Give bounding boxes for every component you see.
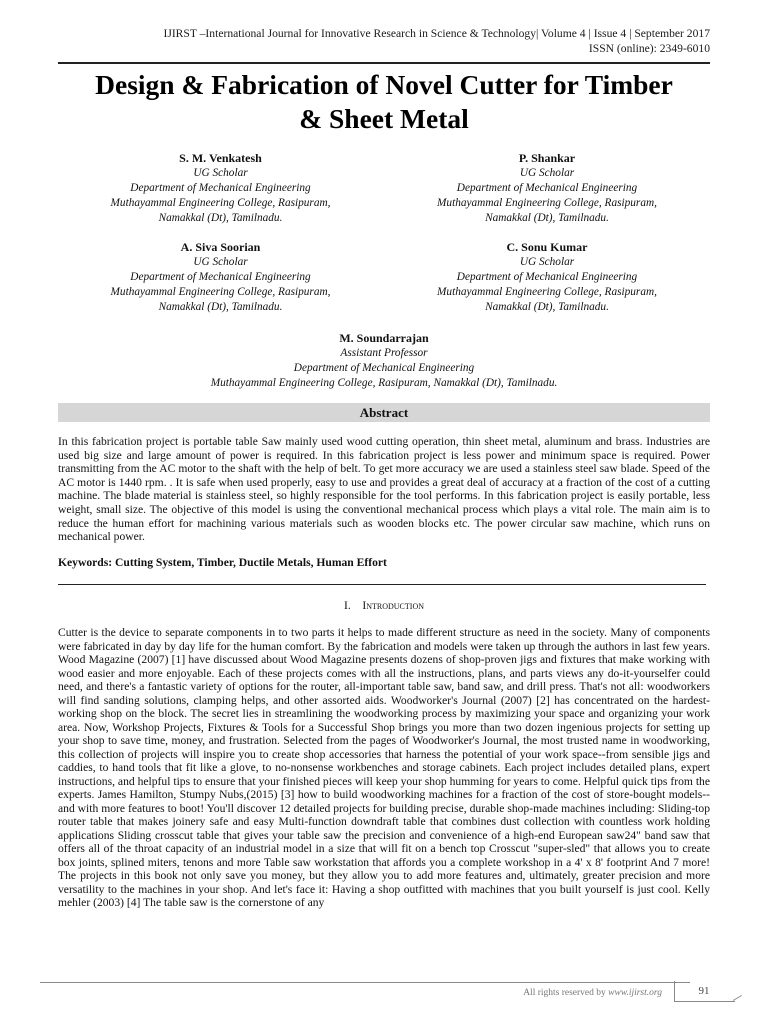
- footer-divider: [40, 982, 690, 983]
- author-name: P. Shankar: [518, 151, 576, 165]
- header-divider: [58, 62, 710, 64]
- abstract-heading: Abstract: [58, 403, 710, 422]
- author-college: Muthayammal Engineering College, Rasipuram,: [110, 286, 331, 298]
- author-name: C. Sonu Kumar: [506, 240, 588, 254]
- author-block: [58, 239, 383, 315]
- author-college: Muthayammal Engineering College, Rasipuram,: [437, 286, 657, 298]
- journal-header: [163, 26, 710, 56]
- keywords-divider: [58, 584, 706, 585]
- author-location: Namakkal (Dt), Tamilnadu.: [485, 301, 609, 313]
- author-block: [384, 150, 710, 226]
- page-number: 91: [698, 985, 710, 997]
- author-role: UG Scholar: [193, 167, 248, 179]
- author-department: Department of Mechanical Engineering: [130, 182, 311, 194]
- journal-url[interactable]: www.ijirst.org: [608, 988, 662, 998]
- author-department: Department of Mechanical Engineering: [456, 271, 638, 283]
- author-location: Namakkal (Dt), Tamilnadu.: [158, 301, 283, 313]
- author-name: S. M. Venkatesh: [179, 151, 262, 165]
- introduction-text: Cutter is the device to separate components in to two parts it helps to made different structure as need in the society. Many of components were fabricated in day by day life for the human comfort. By the fabrication and models were taken up through the authors in last few years. Wood Magazine (2007) [1] have discussed about Wood Magazine presents dozens of shop-proven jigs and fixtures that make working with wood easier and more enjoyable. Each of these projects comes with all the instructions, plans, and parts views any do-it-yourselfer could need, and there's a fantastic variety of options for the router, all-important table saw, band saw, and drill press. That's not all: woodworkers will find sanding solutions, clamping helps, and other assorted aids. Woodworker's Journal (2007) [2] has concentrated on the hardest-working shop on the block. The secret lies in streamlining the woodworking process by maximizing your space and organizing your work area. Now, Workshop Projects, Fixtures & Tools for a Successful Shop brings you more than two dozen ingenious projects for setting up your shop to save time, money, and frustration. Selected from the pages of Woodworker's Journal, the most trusted name in woodworking, this collection of projects will inspire you to create shop accessories that harness the potential of your work space--from sensible jigs and caddies, to hand tools that fit like a glove, to no-nonsense workbenches and storage cabinets. Each project includes detailed plans, expert instructions, and helpful tips to ensure that your finished pieces will keep your shop humming for years to come. Helpful quick tips from the experts. James Hamilton, Stumpy Nubs,(2015) [3] how to build woodworking machines for a fraction of the cost of store-bought models--and with more features to boot! You'll discover 12 detailed projects for building precise, durable shop-made machines including: Sliding-top router table that makes joinery safe and easy Multi-function downdraft table that combines dust collection with countless work holding applications Sliding crosscut table that gives your table saw the precision and convenience of a high-end European saw24" band saw that offers all of the throat capacity of an industrial model in a size that will fit on a bench top Crosscut "super-sled" that allows you to create box joints, splined miters, tenons and more Table saw workstation that affords you a complete workshop in a 4' x 8' footprint And 7 more! The projects in this book not only save you money, but they allow you to add more features and, ultimately, greater precision and more versatility to the machines in your shop. And let's face it: Having a shop outfitted with machines that you built yourself is just cool. Kelly mehler (2003) [4] The table saw is the cornerstone of any: [58, 626, 710, 909]
- section-heading: [58, 599, 710, 612]
- keywords: Keywords: Cutting System, Timber, Ductile Metals, Human Effort: [58, 556, 387, 569]
- footer-rights: [470, 988, 662, 998]
- author-college: Muthayammal Engineering College, Rasipuram,: [110, 197, 331, 209]
- issn-line: ISSN (online): 2349-6010: [588, 42, 710, 55]
- author-name: M. Soundarrajan: [339, 331, 429, 345]
- author-department: Department of Mechanical Engineering: [456, 182, 638, 194]
- section-number: I.: [344, 599, 351, 612]
- author-block: [58, 330, 710, 391]
- paper-title: [40, 68, 728, 136]
- author-name: A. Siva Soorian: [180, 240, 261, 254]
- author-affiliation: Muthayammal Engineering College, Rasipuram, Namakkal (Dt), Tamilnadu.: [210, 377, 558, 389]
- author-location: Namakkal (Dt), Tamilnadu.: [158, 212, 283, 224]
- abstract-text: In this fabrication project is portable table Saw mainly used wood cutting operation, thin sheet metal, aluminum and brass. Industries are used big size and large amount of power is required. In this fabrication project is less power and minimum space is required. Power transmitting from the AC motor to the shaft with the help of belt. To get more accuracy we are used a stainless steel saw blade. Speed of the AC motor is 1440 rpm. . It is safe when used properly, easy to use and provides a great deal of accuracy at a fraction of the cost of a cutting machine. The blade material is stainless steel, so highly responsible for the tool performs. In this fabrication project is easily portable, less weight, small size. The objective of this model is using the conventional mechanical process which plays a vital role. The main aim is to reduce the human effort for machining various materials such as wooden blocks etc. The power circular saw machine, which runs on mechanical power.: [58, 435, 710, 544]
- author-role: UG Scholar: [193, 256, 248, 268]
- author-department: Department of Mechanical Engineering: [293, 362, 475, 374]
- author-block: [384, 239, 710, 315]
- author-block: [58, 150, 383, 226]
- rights-text: All rights reserved by: [523, 988, 609, 998]
- author-department: Department of Mechanical Engineering: [130, 271, 311, 283]
- author-role: UG Scholar: [519, 167, 575, 179]
- section-title: Introduction: [362, 599, 424, 612]
- journal-line: IJIRST –International Journal for Innovative Research in Science & Technology| Volume 4 | Issue 4 | September 2017: [163, 27, 710, 40]
- title-line-1: Design & Fabrication of Novel Cutter for Timber: [95, 69, 673, 100]
- author-location: Namakkal (Dt), Tamilnadu.: [485, 212, 609, 224]
- author-college: Muthayammal Engineering College, Rasipuram,: [437, 197, 657, 209]
- author-role: UG Scholar: [519, 256, 575, 268]
- title-line-2: & Sheet Metal: [299, 103, 469, 134]
- author-role: Assistant Professor: [340, 347, 428, 359]
